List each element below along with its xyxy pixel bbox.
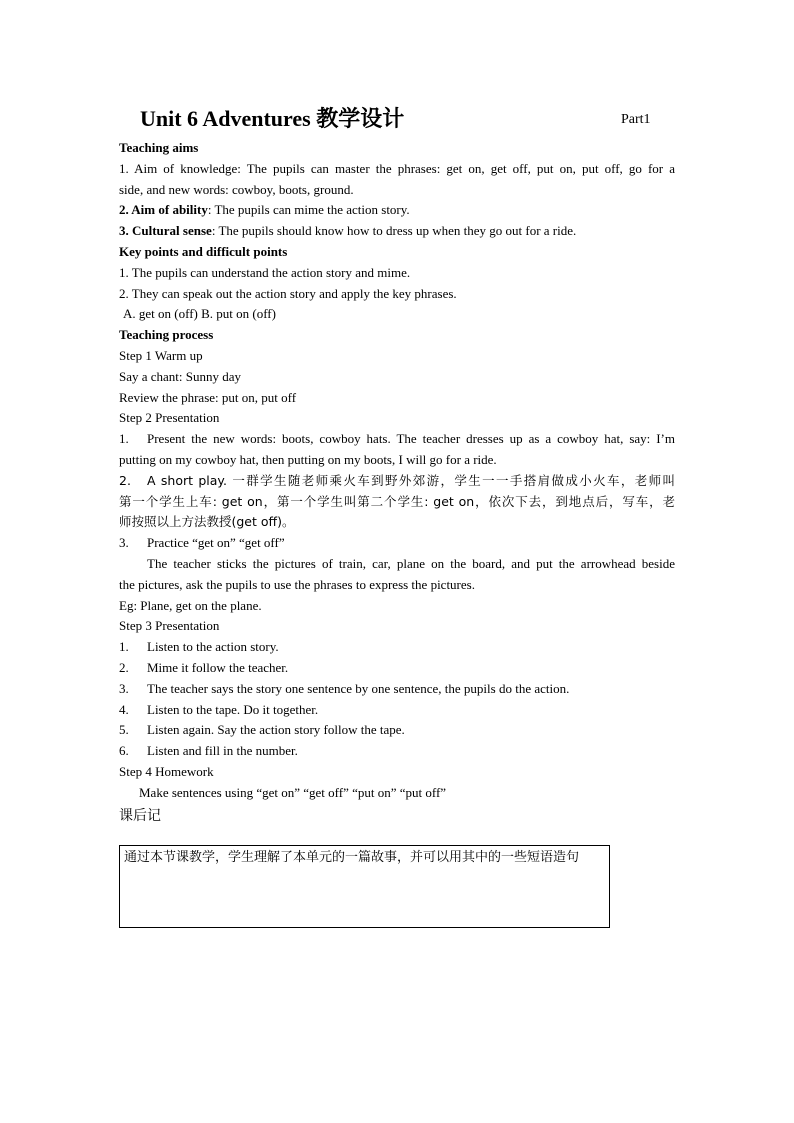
teaching-process-heading: Teaching process [119,327,214,343]
key-point-phrases: A. get on (off) B. put on (off) [123,306,276,322]
step2-item2-line2: 第一个学生上车: get on，第一个学生叫第二个学生: get on，依次下去，到地点后，写车，老 [119,493,675,509]
step2-item3-line1 [119,533,675,554]
step2-title: Step 2 Presentation [119,410,220,426]
list-number: 3. [119,680,129,696]
list-item [119,720,675,741]
list-item [119,679,675,700]
step2-item2-line3: 师按照以上方法教授(get off)。 [119,514,295,530]
list-item [119,637,675,658]
document-body [119,138,675,826]
step1-title: Step 1 Warm up [119,347,203,363]
list-number: 5. [119,722,129,738]
list-number: 4. [119,701,129,717]
notes-label: 课后记 [119,807,161,824]
list-number: 1. [119,431,129,447]
aim-knowledge-line1: 1. Aim of knowledge: The pupils can master the phrases: get on, get off, put on, put off, go for a [119,160,675,176]
list-item-text: Mime it follow the teacher. [147,659,289,675]
list-number: 6. [119,743,129,759]
notes-box [119,845,610,928]
aim-culture [119,221,675,242]
step2-item3-line2: The teacher sticks the pictures of train, car, plane on the board, and put the arrowhead beside [147,555,675,571]
step2-example: Eg: Plane, get on the plane. [119,597,262,613]
key-point-item: 1. The pupils can understand the action story and mime. [119,264,411,280]
list-item [119,658,675,679]
list-item-text: Listen to the tape. Do it together. [147,701,319,717]
key-points-heading: Key points and difficult points [119,243,288,259]
teaching-aims-heading: Teaching aims [119,140,199,155]
step2-item3-line3: the pictures, ask the pupils to use the phrases to express the pictures. [119,576,475,592]
list-item-text: Listen and fill in the number. [147,743,298,759]
step2-item1-line2: putting on my cowboy hat, then putting on my boots, I will go for a ride. [119,451,497,467]
list-number: 1. [119,639,129,655]
aim-ability-text: : The pupils can mime the action story. [207,202,410,218]
step2-item3-text: Practice “get on” “get off” [147,535,285,551]
key-point-item: 2. They can speak out the action story and apply the key phrases. [119,285,457,301]
step3-title: Step 3 Presentation [119,618,220,634]
list-item-text: The teacher says the story one sentence by one sentence, the pupils do the action. [147,680,570,696]
aim-ability-label: 2. Aim of ability [119,202,208,218]
step2-item1-text: Present the new words: boots, cowboy hats. The teacher dresses up as a cowboy hat, say: I’m [147,431,675,447]
aim-ability [119,200,675,221]
document-title: Unit 6 Adventures 教学设计 [140,106,405,131]
list-item [119,741,675,762]
step2-item1-line1 [119,429,675,450]
aim-knowledge-line2: side, and new words: cowboy, boots, ground. [119,181,354,197]
list-item-text: Listen to the action story. [147,639,279,655]
list-item [119,700,675,721]
aim-culture-text: : The pupils should know how to dress up when they go out for a ride. [211,223,577,239]
title-row [0,102,794,136]
list-number: 3. [119,535,129,551]
step4-title: Step 4 Homework [119,763,214,779]
step2-item2-text: A short play. 一群学生随老师乘火车到野外郊游，学生一一手搭肩做成小火车，老师叫 [147,472,675,488]
aim-culture-label: 3. Cultural sense [119,223,212,239]
list-item-text: Listen again. Say the action story follow the tape. [147,722,405,738]
step1-line: Say a chant: Sunny day [119,368,242,384]
step2-item2-line1 [119,471,675,492]
part-label: Part1 [621,112,651,127]
list-number: 2. [119,472,131,488]
step4-text: Make sentences using “get on” “get off” “put on” “put off” [139,784,447,800]
list-number: 2. [119,659,129,675]
step1-line: Review the phrase: put on, put off [119,389,297,405]
notes-text: 通过本节课教学，学生理解了本单元的一篇故事，并可以用其中的一些短语造句 [124,850,580,865]
